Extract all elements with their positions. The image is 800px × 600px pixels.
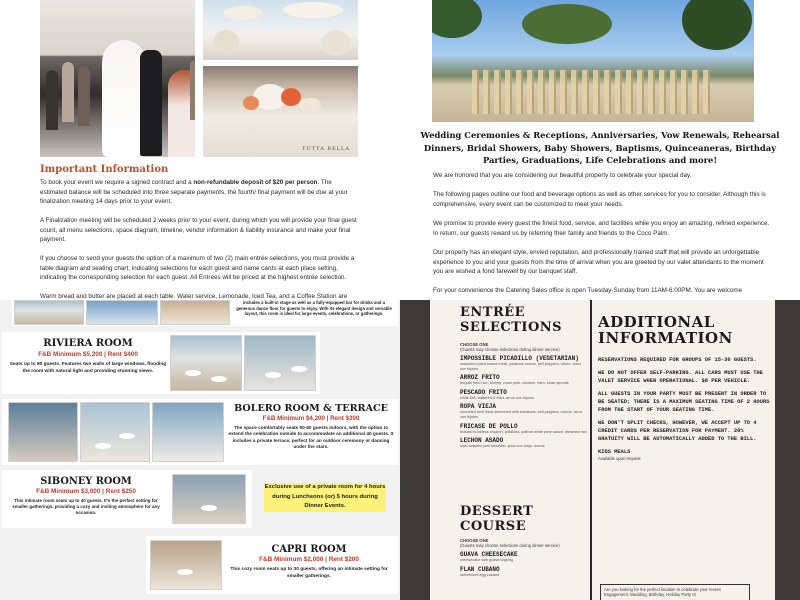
entree-item-name: ROPA VIEJA [460,403,497,411]
riviera-room-name: RIVIERA ROOM [43,338,133,349]
bread-butter-paragraph: Warm bread and butter are placed at each table. Water service, Lemonade, Iced Tea, and a Coffee Station are [40,293,348,300]
main-room-photo-1 [14,300,84,325]
bolero-room-description: The space comfortably seats 50-60 guests indoors, with the option to extend the celebration outside to accommodate an additional 40 guests. It includes a private terrace, perfect for an outdoor ceremony or dancing under the stars. [228,425,394,450]
siboney-room-description: This intimate room seats up to 40 guests. It's the perfect setting for smaller gatherings, providing a cozy and inviting atmosphere for any occasion. [12,498,160,516]
entree-item-description: shredded beef flank simmered with tomatoes, bell peppers, onions, arroz con frijoles [460,410,583,419]
welcome-paragraph-3: We promise to provide every guest the finest food, service, and facilities while you enjoy an amazing, refined experience. In return, our guests reward us by referring their family and friends to the Coco Palm. [433,220,770,237]
brochure-page-important-information [0,0,400,300]
entree-item-description: slow-roasted pork shoulder, yuca con mojo, moros [460,444,545,449]
entree-heading: ENTRÉE SELECTIONS [460,305,563,335]
deposit-paragraph: To book your event we require a signed contract and a non-refundable deposit of $20 per person. The estimated balance will be scheduled into three separate payments, the fourth/ final payment will be due at your finalization meeting 14 days prior to your event. [40,179,348,205]
capri-room-price: F&B Minimum $2,000 | Rent $200 [259,556,359,563]
capri-room-name: CAPRI ROOM [271,544,347,555]
entree-item-name: ARROZ FRITO [460,374,500,382]
riviera-room-price: F&B Minimum $5,200 | Rent $400 [38,351,138,358]
additional-information-section [598,314,770,461]
entree-list [460,355,588,449]
finalization-paragraph: A Finalization meeting will be scheduled 2 weeks prior to your event, during which you will provide your final guest count, all menu selections, space diagram, timeline, vendor information & liability insurance and make your final payment. [40,217,357,243]
entree-item-name: IMPOSSIBLE PICADILLO (VEGETARIAN) [460,355,579,362]
dessert-list [460,551,588,577]
tutta-bella-watermark: TUTTA BELLA [302,146,350,152]
welcome-paragraph-5: For your convenience the Catering Sales office is open Tuesday-Sunday from 11AM-6:00PM. You are welcome [433,287,743,294]
dessert-item-name: GUAVA CHEESECAKE [460,551,518,558]
bolero-room-card [2,399,398,465]
riviera-room-photo-2 [244,335,316,391]
terrace-ceremony-photo [432,0,754,122]
additional-heading-line-2: INFORMATION [598,329,733,347]
bolero-room-photo-3 [152,402,224,462]
chalkboard-menu-photo [400,300,800,600]
kids-meals-note: Available upon request [598,456,641,461]
entree-item-name: PESCADO FRITO [460,388,507,396]
dessert-heading: DESSERT COURSE [460,504,534,534]
riviera-room-card [2,332,320,394]
entree-section [460,305,588,449]
dessert-choose-one: CHOOSE ONE [460,538,489,543]
riviera-room-description: Seats up to 80 guests. Features two walls of large windows, flooding the room with natural light and providing stunning views. [9,362,167,374]
entree-item-description: teriyaki fried rice, shrimp, roast pork, chicken, ham, bean sprouts [460,381,569,386]
additional-info-line: ALL GUESTS IN YOUR PARTY MUST BE PRESENT IN ORDER TO BE SEATED; THERE IS A MAXIMUM SEATING TIME OF 2 HOURS FROM THE START OF YOUR SEATING TIME. [598,391,770,413]
kids-meals-label: KIDS MEALS [598,449,631,455]
bolero-room-photo-1 [8,402,78,462]
dessert-item-description: cheesecake with guava topping [460,558,513,562]
main-room-description: includes a built-in stage as well as a fully-equipped bar for drinks and a generous dance floor for guests to enjoy. With its elegant design and versatile layout, this room is ideal for large events, celebrations, or gatherings. [236,300,392,317]
additional-info-line: WE DO NOT OFFER SELF-PARKING. ALL CARS MUST USE THE VALET SERVICE WHEN OPERATIONAL. $8 PER VEHICLE. [598,370,763,384]
main-room-strip [12,300,398,326]
additional-info-list [598,356,770,443]
entree-item-description: braised boneless chicken, potatoes, saffron white wine sauce, steamed rice [460,429,587,434]
menu-column-divider [590,300,592,600]
additional-heading-line-1: ADDITIONAL [598,313,715,331]
wedding-ceremony-photo [40,0,195,157]
capri-room-description: This cozy room seats up to 30 guests, offering an intimate setting for smaller gatherings. [230,567,388,579]
riviera-room-photo-1 [170,335,242,391]
table-centerpiece-photo [203,66,358,157]
brochure-page-welcome [400,0,800,300]
dessert-item-name: FLAN CUBANO [460,565,500,573]
capri-room-card [146,536,398,594]
footer-note-box [600,584,750,600]
dessert-section [460,504,588,577]
welcome-paragraph-1: We are honored that you are considering our beautiful property to celebrate your special day. [433,172,692,179]
bolero-room-photo-2 [80,402,150,462]
main-room-photo-2 [86,300,158,325]
entree-choose-one: CHOOSE ONE [460,342,489,347]
entree-note: (Guests may choose selections during dinner service) [460,347,560,352]
important-information-heading: Important Information [40,164,169,175]
entree-item-name: FRICASE DE POLLO [460,422,518,430]
siboney-room-price: F&B Minimum $3,000 | Rent $250 [36,488,136,495]
dessert-note: (Guests may choose selections during dinner service) [460,543,560,548]
additional-info-line: RESERVATIONS REQUIRED FOR GROUPS OF 15-30 GUESTS. [598,357,757,363]
entree-item-name: LECHON ASADO [460,437,504,445]
footer-note: Are you looking for the perfect location to celebrate your recent Engagement, Wedding, Birthday, Holiday Party or [604,587,721,597]
siboney-room-name: SIBONEY ROOM [40,476,132,487]
exclusive-use-note: Exclusive use of a private room for 4 hours during Luncheons (or) 5 hours during Dinner Events. [264,483,386,512]
entree-item-description: white fish, battered & fried, arroz con frijoles [460,395,534,400]
welcome-paragraph-2: The following pages outline our food and beverage options as well as other services for you to consider. Although this is comprehensive, every event can be customized to meet your needs. [433,191,766,208]
main-room-photo-3 [160,300,230,325]
floral-arch-photo [203,0,358,60]
entree-options-paragraph: If you choose to send your guests the option of a maximum of two (2) main entrée selections, you must provide a table diagram and seating chart, indicating selections for each guest and name cards at each place setting, indicating the corresponding selection for each guest. All Entrees will be priced at the highest entrée selection. [40,255,355,281]
siboney-room-photo [172,474,246,524]
menu-board [430,300,775,600]
bolero-room-price: F&B Minimum $4,200 | Rent $300 [262,415,360,422]
brochure-page-rooms [0,300,400,600]
siboney-room-card [2,470,252,528]
capri-room-photo [150,540,222,590]
dessert-item-description: sweetened egg custard [460,572,500,577]
entree-item-description: seasoned plant-based meat, potatoes onions, bell peppers, olives, arroz con frijoles [460,362,582,371]
bolero-room-name: BOLERO ROOM & TERRACE [234,403,388,414]
additional-info-line: WE DON'T SPLIT CHECKS, HOWEVER, WE ACCEPT UP TO 4 CREDIT CARDS PER RESERVATION FOR PAYMENT. 20% GRATUITY WILL BE AUTOMATICALLY ADDED TO THE BILL. [598,420,757,442]
events-title: Wedding Ceremonies & Receptions, Anniversaries, Vow Renewals, Rehearsal Dinners, Bridal Showers, Baby Showers, Baptisms, Quinceaneras, Birthday Parties, Graduations, Life Celebrations and more! [420,130,780,165]
welcome-paragraph-4: Our property has an elegant style, envied reputation, and professionally trained staff that will provide an unforgettable experience to you and your guests from the time of arrival when you are greeted by our valet attendants to the moment you are wished a fond farewell by our banquet staff. [433,249,764,275]
